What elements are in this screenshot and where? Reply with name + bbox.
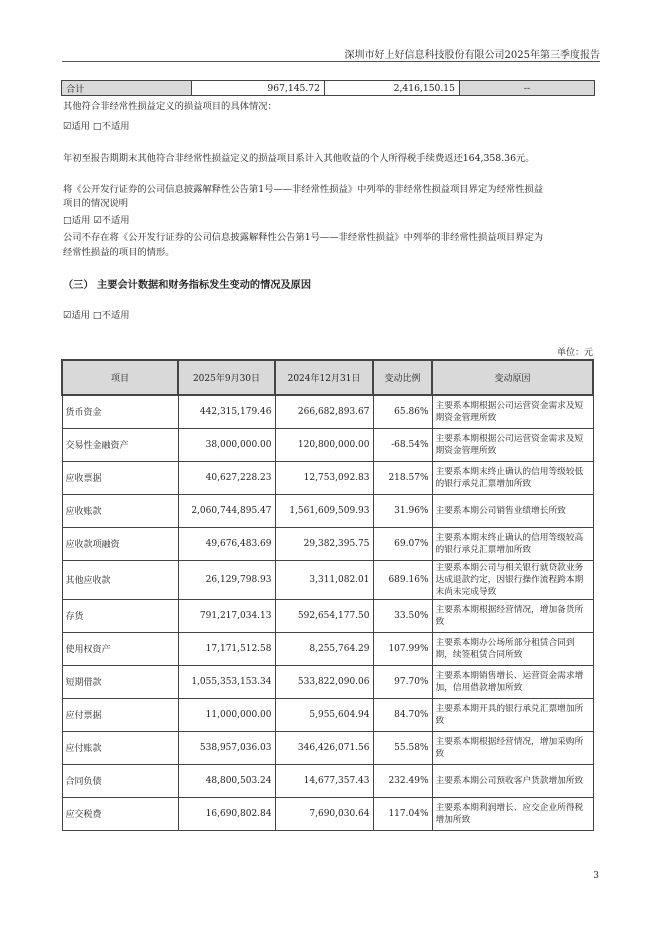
section-title: （三） 主要会计数据和财务指标发生变动的情况及原因 (63, 279, 312, 291)
summary-total-value-2: 2,416,150.15 (325, 81, 460, 96)
other-items-title: 其他符合非经常性损益定义的损益项目的具体情况： (63, 101, 277, 112)
row-change-reason: 主要系本期末终止确认的信用等级较高的银行承兑汇票增加所致 (432, 527, 593, 560)
reclass-text-line1: 公司不存在将《公开发行证券的公司信息披露解释性公告第1号——非经常性损益》中列举的非经常性损益项目界定为 (63, 232, 544, 243)
row-item: 应付票据 (62, 698, 178, 731)
table-row (62, 494, 593, 527)
row-change-reason: 主要系本期开具的银行承兑汇票增加所致 (432, 698, 593, 731)
table-row (62, 764, 593, 797)
table-header-row (62, 360, 593, 395)
row-value-2025: 40,627,228.23 (178, 461, 275, 494)
reclass-title-line2: 项目的情况说明 (63, 198, 129, 209)
table-row (62, 731, 593, 764)
row-change-reason: 主要系本期公司预收客户货款增加所致 (432, 764, 593, 797)
row-item: 短期借款 (62, 665, 178, 698)
row-value-2025: 16,690,802.84 (178, 797, 275, 830)
row-item: 货币资金 (62, 395, 178, 428)
row-item: 使用权资产 (62, 632, 178, 665)
row-value-2024: 346,426,071.56 (275, 731, 373, 764)
row-value-2024: 29,382,395.75 (275, 527, 373, 560)
row-value-2024: 12,753,092.83 (275, 461, 373, 494)
row-value-2025: 48,800,503.24 (178, 764, 275, 797)
header-divider (62, 61, 600, 62)
header-ratio: 变动比例 (373, 360, 432, 395)
report-header-title: 深圳市好上好信息科技股份有限公司2025年第三季度报告 (344, 50, 600, 61)
row-change-ratio: 31.96% (373, 494, 432, 527)
table-row (62, 560, 593, 599)
row-value-2024: 7,690,030.64 (275, 797, 373, 830)
other-items-text: 年初至报告期期末其他符合非经常性损益定义的损益项目系计入其他收益的个人所得税手续费返还164,358.36元。 (63, 153, 535, 164)
row-change-reason: 主要系本期根据公司运营资金需求及短期资金管理所致 (432, 395, 593, 428)
row-item: 其他应收款 (62, 560, 178, 599)
row-change-ratio: 117.04% (373, 797, 432, 830)
row-value-2025: 26,129,798.93 (178, 560, 275, 599)
row-change-ratio: 107.99% (373, 632, 432, 665)
row-item: 交易性金融资产 (62, 428, 178, 461)
row-change-reason: 主要系本期公司销售业绩增长所致 (432, 494, 593, 527)
row-change-reason: 主要系本期根据经营情况，增加采购所致 (432, 731, 593, 764)
row-change-ratio: 84.70% (373, 698, 432, 731)
table-row (62, 395, 593, 428)
row-change-reason: 主要系本期根据公司运营资金需求及短期资金管理所致 (432, 428, 593, 461)
row-change-reason: 主要系本期根据经营情况，增加备货所致 (432, 599, 593, 632)
row-value-2024: 266,682,893.67 (275, 395, 373, 428)
row-item: 应交税费 (62, 797, 178, 830)
table-row (62, 665, 593, 698)
row-change-ratio: 55.58% (373, 731, 432, 764)
row-value-2025: 442,315,179.46 (178, 395, 275, 428)
row-value-2024: 5,955,604.94 (275, 698, 373, 731)
row-change-ratio: 689.16% (373, 560, 432, 599)
row-change-reason: 主要系本期销售增长、运营资金需求增加，信用借款增加所致 (432, 665, 593, 698)
row-item: 应收账款 (62, 494, 178, 527)
row-change-reason: 主要系本期末终止确认的信用等级较低的银行承兑汇票增加所致 (432, 461, 593, 494)
row-item: 合同负债 (62, 764, 178, 797)
table-row (62, 698, 593, 731)
row-value-2025: 1,055,353,153.34 (178, 665, 275, 698)
row-item: 应收款项融资 (62, 527, 178, 560)
row-value-2024: 1,561,609,509.93 (275, 494, 373, 527)
applicable-checkbox-1: ☑适用 □不适用 (63, 121, 130, 132)
row-change-reason: 主要系本期利润增长、应交企业所得税增加所致 (432, 797, 593, 830)
table-row (62, 527, 593, 560)
row-value-2024: 533,822,090.06 (275, 665, 373, 698)
row-value-2025: 791,217,034.13 (178, 599, 275, 632)
row-item: 应收票据 (62, 461, 178, 494)
row-change-ratio: 97.70% (373, 665, 432, 698)
row-value-2025: 49,676,483.69 (178, 527, 275, 560)
row-value-2025: 2,060,744,895.47 (178, 494, 275, 527)
row-change-reason: 主要系本期公司与相关银行就贷款业务达成退款约定，因银行操作流程跨本期末尚未完成导致 (432, 560, 593, 599)
applicable-checkbox-2: □适用 ☑不适用 (63, 215, 130, 226)
unit-label: 单位：元 (556, 348, 593, 358)
row-change-ratio: 232.49% (373, 764, 432, 797)
reclass-text-line2: 经常性损益的项目的情形。 (63, 247, 175, 258)
row-item: 应付账款 (62, 731, 178, 764)
row-value-2024: 120,800,000.00 (275, 428, 373, 461)
row-change-ratio: 218.57% (373, 461, 432, 494)
table-row (62, 632, 593, 665)
row-change-ratio: 33.50% (373, 599, 432, 632)
summary-total-value-1: 967,145.72 (192, 81, 325, 96)
table-row (62, 797, 593, 830)
table-row (62, 599, 593, 632)
row-change-ratio: 69.07% (373, 527, 432, 560)
row-value-2024: 8,255,764.29 (275, 632, 373, 665)
row-change-reason: 主要系本期办公场所部分租赁合同到期，续签租赁合同所致 (432, 632, 593, 665)
row-change-ratio: -68.54% (373, 428, 432, 461)
table-row (62, 461, 593, 494)
summary-table (61, 80, 595, 96)
row-item: 存货 (62, 599, 178, 632)
financial-changes-table (61, 359, 594, 831)
header-item: 项目 (62, 360, 178, 395)
reclass-title-line1: 将《公开发行证券的公司信息披露解释性公告第1号——非经常性损益》中列举的非经常性损益项目界定为经常性损益 (63, 184, 544, 195)
header-reason: 变动原因 (432, 360, 593, 395)
row-value-2024: 3,311,082.01 (275, 560, 373, 599)
row-value-2025: 538,957,036.03 (178, 731, 275, 764)
row-value-2024: 14,677,357.43 (275, 764, 373, 797)
table-row (62, 428, 593, 461)
summary-total-label: 合计 (62, 81, 192, 96)
row-value-2024: 592,654,177.50 (275, 599, 373, 632)
row-value-2025: 17,171,512.58 (178, 632, 275, 665)
summary-total-value-3: -- (460, 81, 595, 96)
header-2025: 2025年9月30日 (178, 360, 275, 395)
page-number: 3 (593, 871, 599, 881)
summary-total-row (62, 81, 595, 96)
row-value-2025: 11,000,000.00 (178, 698, 275, 731)
header-2024: 2024年12月31日 (275, 360, 373, 395)
row-value-2025: 38,000,000.00 (178, 428, 275, 461)
applicable-checkbox-3: ☑适用 □不适用 (63, 310, 130, 321)
row-change-ratio: 65.86% (373, 395, 432, 428)
